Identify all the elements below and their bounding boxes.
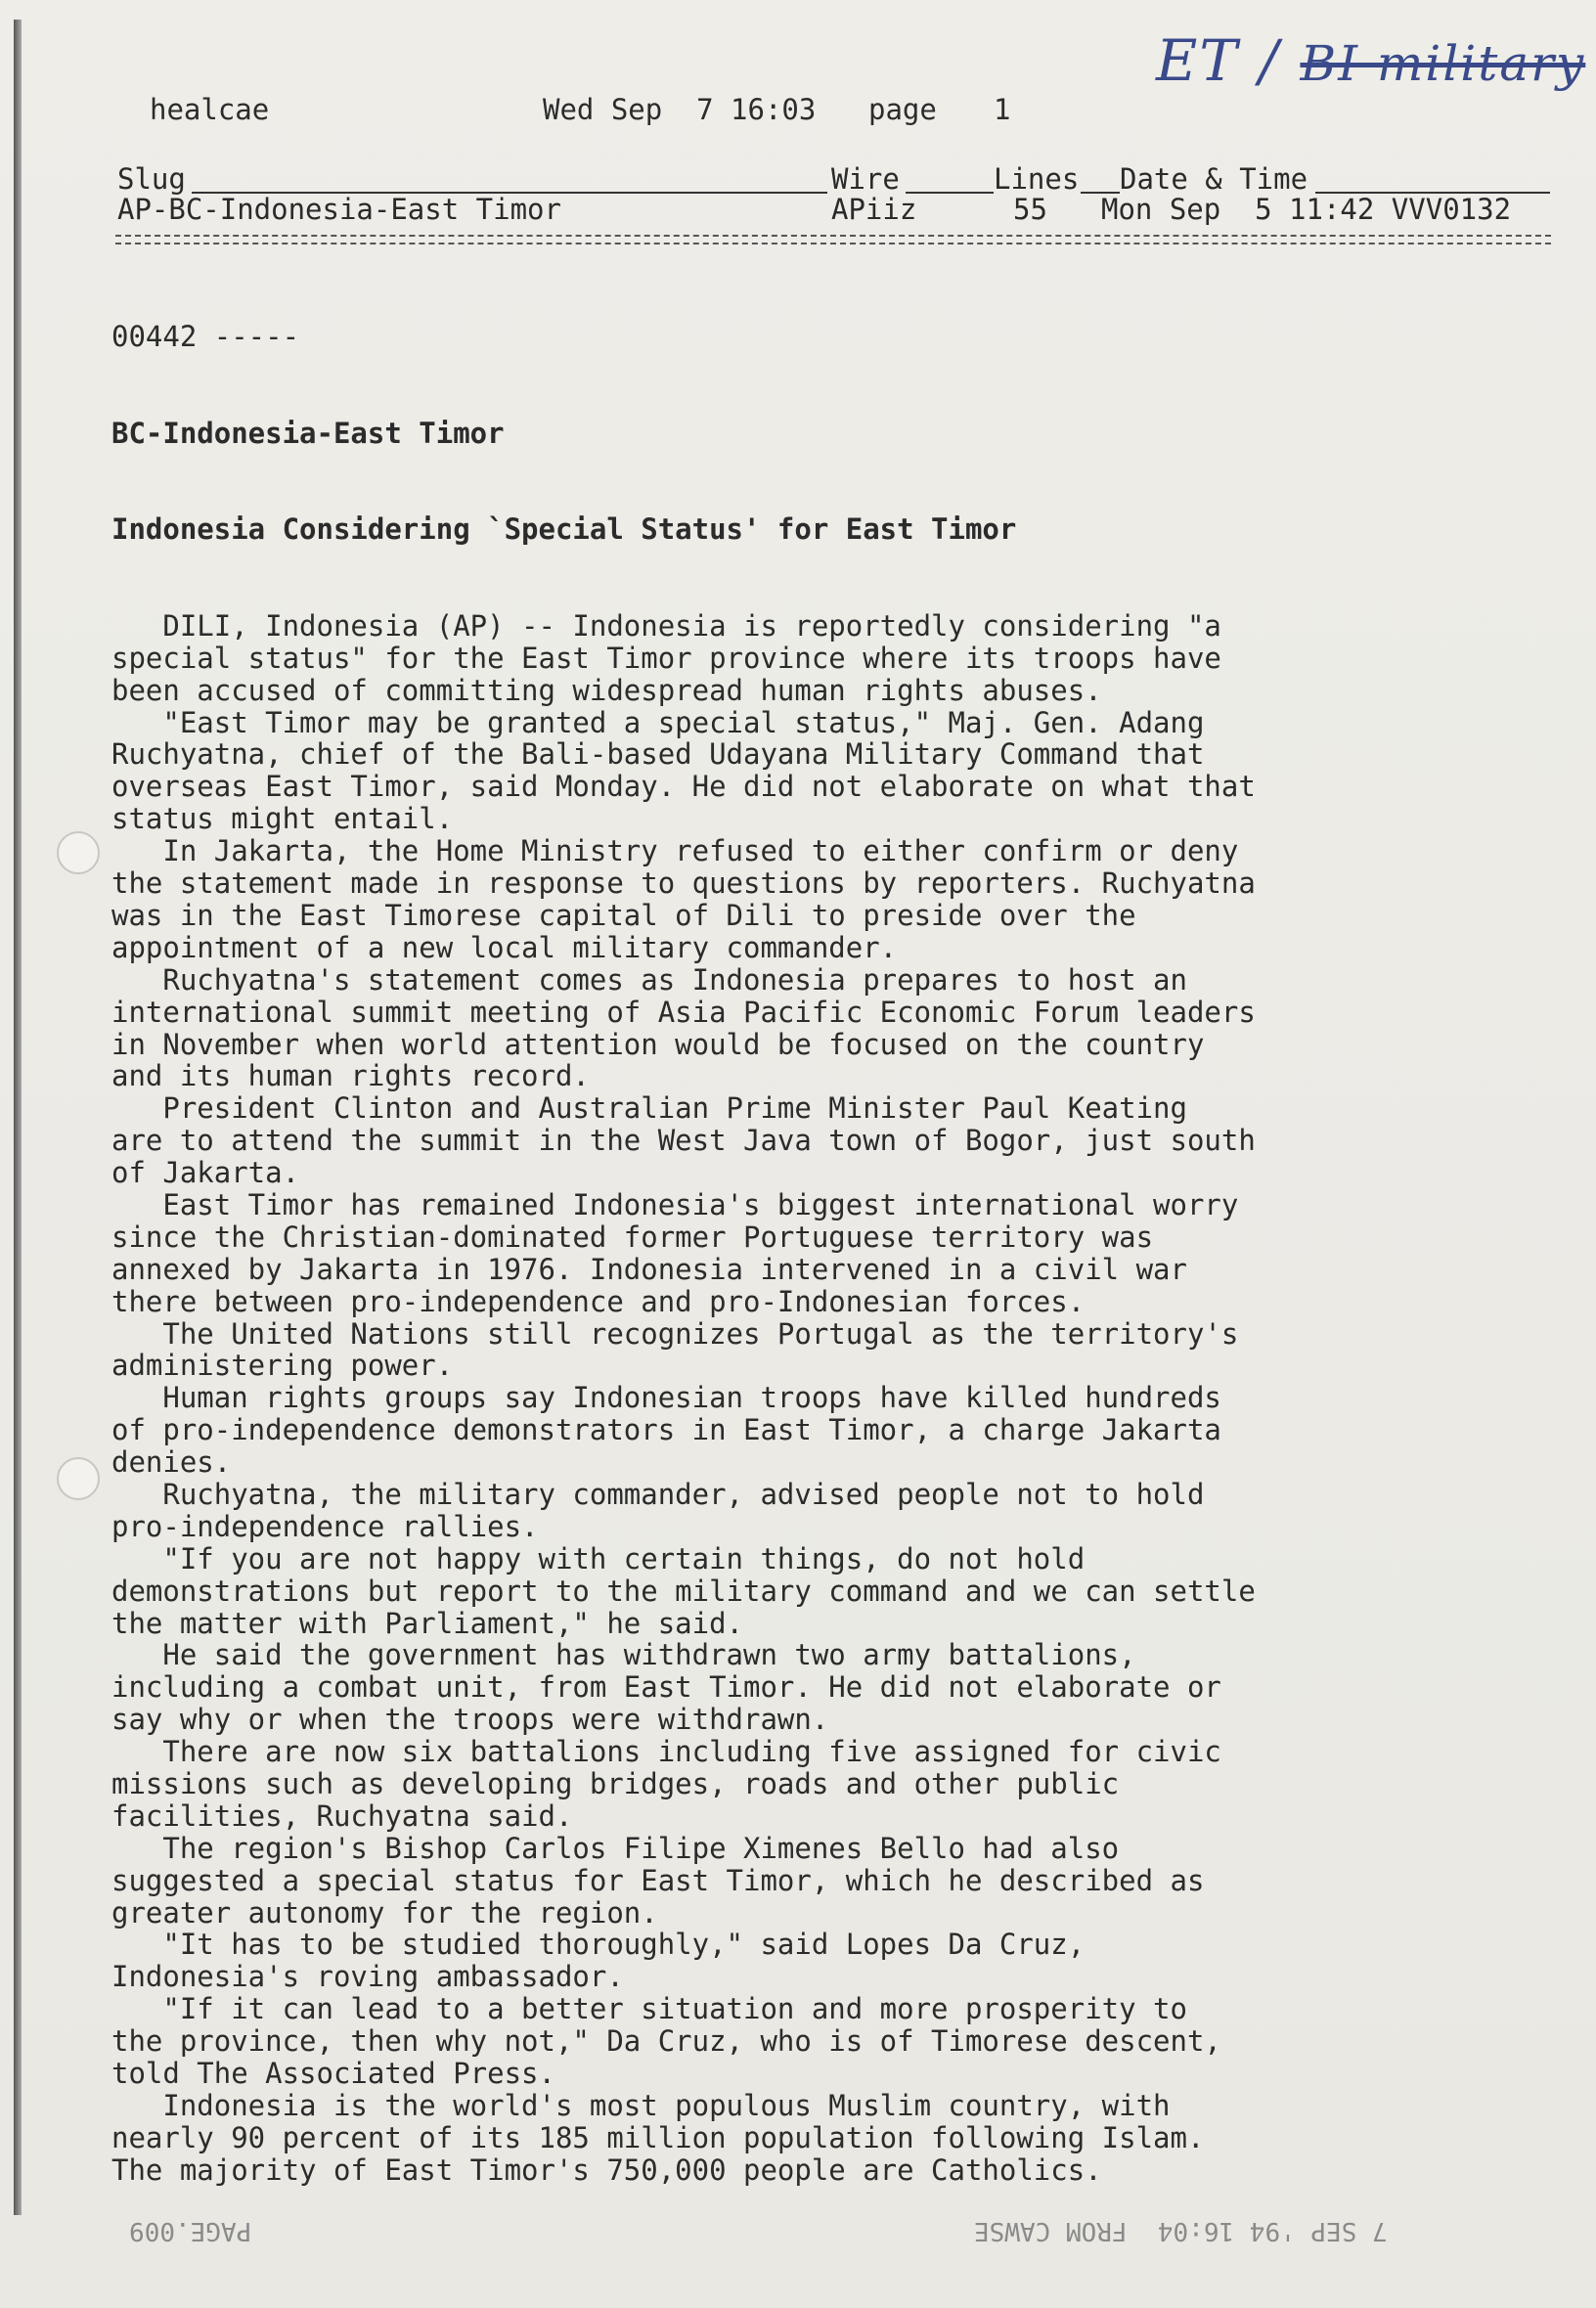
story-line: special status" for the East Timor province where its troops have	[111, 641, 1221, 675]
header-datetime: Wed Sep 7 16:03	[543, 93, 817, 126]
story-line: status might entail.	[111, 802, 454, 836]
handwritten-note	[1156, 27, 1585, 94]
story-line: there between pro-independence and pro-Indonesian forces.	[111, 1284, 1086, 1318]
story-category: BC-Indonesia-East Timor	[111, 416, 505, 450]
story-line: "If it can lead to a better situation and more prosperity to	[111, 1992, 1187, 2026]
story-line: President Clinton and Australian Prime Minister Paul Keating	[111, 1091, 1187, 1126]
story-line: The region's Bishop Carlos Filipe Ximenes Bello had also	[111, 1831, 1120, 1865]
story-line: The majority of East Timor's 750,000 people are Catholics.	[111, 2153, 1102, 2187]
story-line: He said the government has withdrawn two army battalions,	[111, 1638, 1136, 1672]
punch-hole-top	[57, 831, 100, 874]
story-line: overseas East Timor, said Monday. He did not elaborate on what that	[111, 770, 1256, 804]
story-line: in November when world attention would be focused on the country	[111, 1027, 1205, 1061]
story-line: greater autonomy for the region.	[111, 1895, 658, 1930]
lines-header: Lines	[994, 162, 1080, 196]
header-user: healcae	[150, 93, 270, 126]
lines-value: 55	[1013, 193, 1047, 226]
story-id: 00442 -----	[111, 319, 300, 353]
story-line: denies.	[111, 1445, 232, 1480]
fax-footer-transmission: 7 SEP '94 16:04 FROM CAWSE	[974, 2216, 1388, 2245]
story-line: "East Timor may be granted a special status," Maj. Gen. Adang	[111, 705, 1205, 739]
story-line: was in the East Timorese capital of Dili to preside over the	[111, 898, 1136, 932]
slug-value: AP-BC-Indonesia-East Timor	[117, 193, 561, 226]
story-line: of Jakarta.	[111, 1156, 300, 1190]
story-line: annexed by Jakarta in 1976. Indonesia intervened in a civil war	[111, 1252, 1187, 1286]
wire-value: APiiz	[831, 193, 917, 226]
story-line: nearly 90 percent of its 185 million population following Islam.	[111, 2120, 1205, 2154]
story-line: pro-independence rallies.	[111, 1509, 539, 1543]
story-line: "It has to be studied thoroughly," said Lopes Da Cruz,	[111, 1928, 1086, 1962]
story-line: The United Nations still recognizes Portugal as the territory's	[111, 1316, 1239, 1351]
story-line: since the Christian-dominated former Portuguese territory was	[111, 1220, 1154, 1254]
double-rule-separator	[115, 235, 1551, 244]
story-line: say why or when the troops were withdrawn.	[111, 1703, 829, 1737]
page-left-edge	[14, 20, 22, 2215]
story-line: the matter with Parliament," he said.	[111, 1606, 744, 1640]
header-page-label: page	[868, 93, 937, 126]
story-line: Human rights groups say Indonesian troops have killed hundreds	[111, 1381, 1221, 1415]
story-line: facilities, Ruchyatna said.	[111, 1798, 573, 1833]
wire-header: Wire	[831, 162, 900, 196]
story-line: Indonesia's roving ambassador.	[111, 1960, 624, 1994]
story-line: missions such as developing bridges, roads and other public	[111, 1766, 1120, 1800]
story-line: Ruchyatna's statement comes as Indonesia prepares to host an	[111, 962, 1187, 997]
story-body	[111, 256, 1383, 2250]
story-line: told The Associated Press.	[111, 2057, 555, 2090]
story-line: including a combat unit, from East Timor. He did not elaborate or	[111, 1670, 1221, 1705]
story-line: East Timor has remained Indonesia's biggest international worry	[111, 1187, 1239, 1221]
story-line: international summit meeting of Asia Pacific Economic Forum leaders	[111, 995, 1256, 1029]
datetime-header: Date & Time	[1120, 162, 1308, 196]
story-line: Ruchyatna, chief of the Bali-based Udayana Military Command that	[111, 737, 1205, 772]
datetime-value: Mon Sep 5 11:42 VVV0132	[1101, 193, 1512, 226]
story-paragraphs	[111, 610, 1383, 2187]
story-headline: Indonesia Considering `Special Status' for East Timor	[111, 512, 1017, 547]
story-line: of pro-independence demonstrators in East Timor, a charge Jakarta	[111, 1413, 1221, 1447]
story-line: demonstrations but report to the military command and we can settle	[111, 1574, 1256, 1608]
slug-header: Slug	[117, 162, 186, 196]
story-line: the statement made in response to questions by reporters. Ruchyatna	[111, 866, 1256, 901]
wire-underline	[906, 192, 994, 194]
punch-hole-bottom	[57, 1457, 100, 1500]
story-line: In Jakarta, the Home Ministry refused to either confirm or deny	[111, 834, 1239, 868]
story-line: and its human rights record.	[111, 1059, 590, 1093]
story-line: suggested a special status for East Timor, which he described as	[111, 1863, 1205, 1897]
header-page-number: 1	[994, 93, 1011, 126]
story-line: "If you are not happy with certain things, do not hold	[111, 1541, 1086, 1576]
story-line: appointment of a new local military commander.	[111, 930, 898, 964]
fax-footer-page: PAGE.009	[129, 2216, 252, 2245]
story-line: are to attend the summit in the West Java town of Bogor, just south	[111, 1124, 1256, 1158]
story-line: administering power.	[111, 1349, 454, 1383]
story-line: There are now six battalions including five assigned for civic	[111, 1735, 1221, 1769]
story-line: been accused of committing widespread human rights abuses.	[111, 673, 1102, 707]
story-line: Indonesia is the world's most populous Muslim country, with	[111, 2088, 1171, 2122]
story-line: Ruchyatna, the military commander, advised people not to hold	[111, 1477, 1205, 1511]
handwritten-struck-text: BI military	[1300, 35, 1586, 92]
handwritten-prefix: ET /	[1156, 27, 1301, 94]
story-line: the province, then why not," Da Cruz, who is of Timorese descent,	[111, 2024, 1221, 2059]
story-line: DILI, Indonesia (AP) -- Indonesia is reportedly considering "a	[111, 608, 1221, 643]
